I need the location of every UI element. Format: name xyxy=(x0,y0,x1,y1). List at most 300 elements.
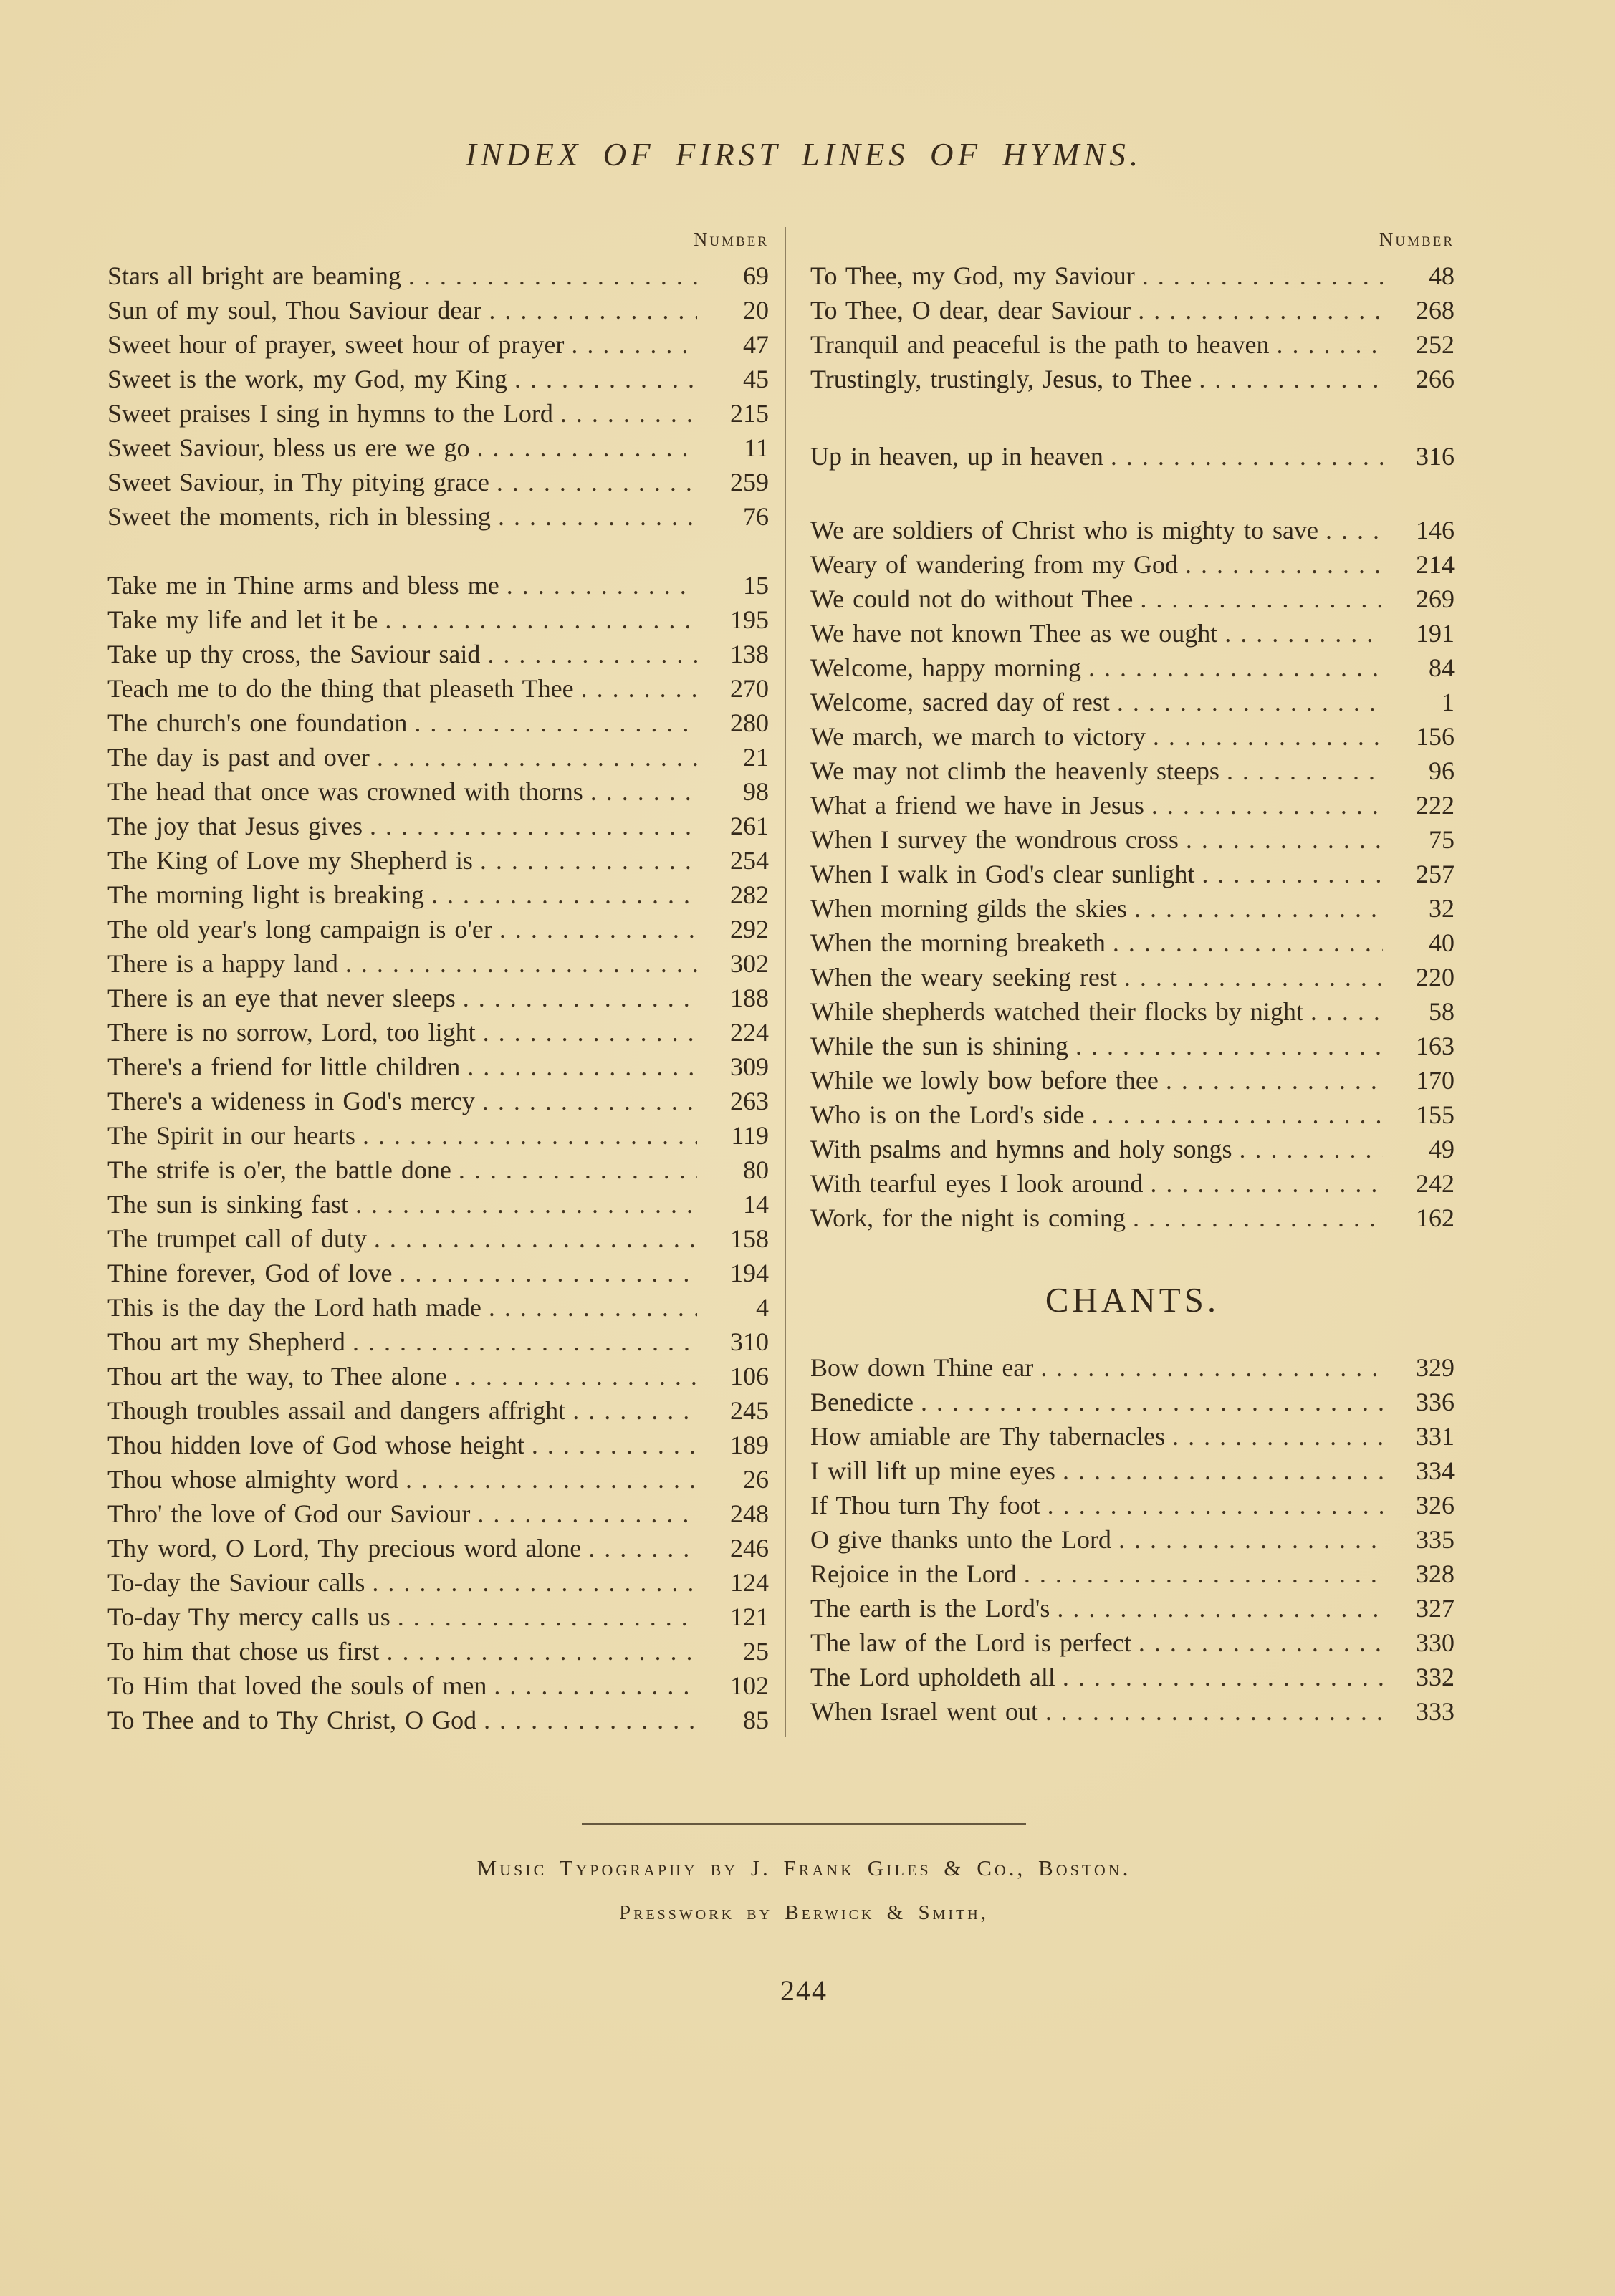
index-entry xyxy=(107,1565,769,1600)
chant-entry xyxy=(810,1591,1455,1625)
hymn-first-line: Thou hidden love of God whose height xyxy=(107,1431,524,1459)
index-entry xyxy=(107,637,769,671)
hymn-first-line: Sweet praises I sing in hymns to the Lord xyxy=(107,399,553,428)
dot-leader xyxy=(571,327,697,362)
dot-leader xyxy=(459,1153,697,1187)
index-entry xyxy=(107,1393,769,1428)
index-entry xyxy=(107,843,769,878)
index-entry xyxy=(107,259,769,293)
hymn-first-line: Thy word, O Lord, Thy precious word alone xyxy=(107,1534,582,1562)
chants-list xyxy=(810,1350,1455,1729)
dot-leader xyxy=(363,1118,697,1153)
hymn-first-line: While the sun is shining xyxy=(810,1032,1068,1060)
hymn-number: 15 xyxy=(743,571,769,600)
index-list-up xyxy=(810,439,1455,474)
index-entry xyxy=(107,1153,769,1187)
hymn-number: 242 xyxy=(1416,1169,1455,1198)
hymn-number: 1 xyxy=(1442,688,1455,716)
dot-leader xyxy=(431,878,697,912)
hymn-first-line: Welcome, sacred day of rest xyxy=(810,688,1110,716)
hymn-number: 170 xyxy=(1416,1066,1455,1095)
dot-leader xyxy=(499,912,697,946)
chant-first-line: The Lord upholdeth all xyxy=(810,1663,1055,1691)
hymn-first-line: What a friend we have in Jesus xyxy=(810,791,1144,820)
index-entry xyxy=(107,1290,769,1325)
hymn-number: 259 xyxy=(730,468,769,496)
index-list-t xyxy=(107,568,769,1737)
chant-first-line: When Israel went out xyxy=(810,1697,1038,1726)
hymn-first-line: The sun is sinking fast xyxy=(107,1190,348,1219)
hymn-number: 49 xyxy=(1429,1135,1455,1163)
index-entry xyxy=(107,1221,769,1256)
hymn-first-line: Who is on the Lord's side xyxy=(810,1100,1085,1129)
chant-entry xyxy=(810,1660,1455,1694)
dot-leader xyxy=(1134,891,1383,926)
chant-number: 332 xyxy=(1416,1663,1455,1691)
hymn-first-line: To Thee and to Thy Christ, O God xyxy=(107,1706,477,1734)
hymn-first-line: To-day Thy mercy calls us xyxy=(107,1603,390,1631)
hymn-first-line: Up in heaven, up in heaven xyxy=(810,442,1103,471)
dot-leader xyxy=(355,1187,697,1221)
hymn-first-line: When I walk in God's clear sunlight xyxy=(810,860,1195,888)
hymn-number: 162 xyxy=(1416,1204,1455,1232)
index-entry xyxy=(107,1600,769,1634)
hymn-first-line: Tranquil and peaceful is the path to heaven xyxy=(810,330,1270,359)
hymn-first-line: Take up thy cross, the Saviour said xyxy=(107,640,481,668)
dot-leader xyxy=(1240,1132,1383,1166)
index-entry xyxy=(107,1462,769,1497)
hymn-number: 138 xyxy=(730,640,769,668)
hymn-first-line: The strife is o'er, the battle done xyxy=(107,1156,451,1184)
index-entry xyxy=(107,774,769,809)
hymn-number: 270 xyxy=(730,674,769,703)
hymn-first-line: We are soldiers of Christ who is mighty to save xyxy=(810,516,1318,544)
dot-leader xyxy=(588,1531,697,1565)
group-gap xyxy=(810,396,1455,439)
dot-leader xyxy=(467,1049,697,1084)
index-entry xyxy=(810,926,1455,960)
chant-first-line: The earth is the Lord's xyxy=(810,1594,1050,1623)
dot-leader xyxy=(386,1634,697,1668)
index-entry xyxy=(810,439,1455,474)
index-entry xyxy=(107,1668,769,1703)
index-entry xyxy=(107,706,769,740)
chant-first-line: O give thanks unto the Lord xyxy=(810,1525,1111,1554)
dot-leader xyxy=(560,396,697,431)
hymn-first-line: Sweet Saviour, bless us ere we go xyxy=(107,433,470,462)
dot-leader xyxy=(1225,616,1383,650)
hymn-first-line: Sweet Saviour, in Thy pitying grace xyxy=(107,468,489,496)
index-entry xyxy=(107,912,769,946)
hymn-first-line: Stars all bright are beaming xyxy=(107,261,401,290)
dot-leader xyxy=(1150,1166,1383,1201)
hymn-first-line: This is the day the Lord hath made xyxy=(107,1293,481,1322)
hymn-first-line: The trumpet call of duty xyxy=(107,1224,367,1253)
chant-entry xyxy=(810,1350,1455,1385)
index-entry xyxy=(810,788,1455,822)
hymn-first-line: Work, for the night is coming xyxy=(810,1204,1126,1232)
index-entry xyxy=(107,431,769,465)
index-entry xyxy=(810,259,1455,293)
dot-leader xyxy=(484,1703,697,1737)
index-list-s xyxy=(107,259,769,534)
presswork-credit: Presswork by Berwick & Smith, xyxy=(619,1901,989,1924)
hymn-number: 222 xyxy=(1416,791,1455,820)
hymn-first-line: The head that once was crowned with thorns xyxy=(107,777,583,806)
dot-leader xyxy=(476,431,697,465)
hymn-first-line: We could not do without Thee xyxy=(810,585,1134,613)
dot-leader xyxy=(414,706,697,740)
dot-leader xyxy=(507,568,697,602)
index-entry xyxy=(107,396,769,431)
index-entry xyxy=(107,809,769,843)
hymn-number: 84 xyxy=(1429,653,1455,682)
hymn-number: 195 xyxy=(730,605,769,634)
hymn-number: 292 xyxy=(730,915,769,943)
index-entry xyxy=(810,1063,1455,1097)
dot-leader xyxy=(1153,719,1383,754)
index-entry xyxy=(810,293,1455,327)
dot-leader xyxy=(398,1600,697,1634)
hymn-number: 32 xyxy=(1429,894,1455,923)
dot-leader xyxy=(1118,1522,1383,1557)
index-list-to xyxy=(810,259,1455,396)
hymn-number: 85 xyxy=(743,1706,769,1734)
number-column-header-right: Number xyxy=(1379,229,1455,250)
hymn-first-line: To-day the Saviour calls xyxy=(107,1568,365,1597)
index-entry xyxy=(810,513,1455,547)
hymn-first-line: The King of Love my Shepherd is xyxy=(107,846,473,875)
index-entry xyxy=(107,1531,769,1565)
dot-leader xyxy=(572,1393,697,1428)
index-entry xyxy=(810,891,1455,926)
chant-number: 328 xyxy=(1416,1560,1455,1588)
hymn-first-line: Sweet the moments, rich in blessing xyxy=(107,502,491,531)
dot-leader xyxy=(377,740,697,774)
hymn-first-line: Thro' the love of God our Saviour xyxy=(107,1499,471,1528)
dot-leader xyxy=(498,499,697,534)
chant-entry xyxy=(810,1385,1455,1419)
index-entry xyxy=(810,754,1455,788)
dot-leader xyxy=(1142,259,1383,293)
hymn-first-line: There is an eye that never sleeps xyxy=(107,984,456,1012)
dot-leader xyxy=(1140,582,1383,616)
index-entry xyxy=(107,1703,769,1737)
hymn-number: 26 xyxy=(743,1465,769,1494)
page-title: INDEX OF FIRST LINES OF HYMNS. xyxy=(465,137,1143,173)
hymn-number: 69 xyxy=(743,261,769,290)
hymn-first-line: Though troubles assail and dangers affright xyxy=(107,1396,566,1425)
dot-leader xyxy=(345,946,697,981)
hymn-number: 252 xyxy=(1416,330,1455,359)
hymn-number: 310 xyxy=(730,1327,769,1356)
hymn-number: 21 xyxy=(743,743,769,772)
dot-leader xyxy=(1138,293,1383,327)
hymn-number: 20 xyxy=(743,296,769,325)
dot-leader xyxy=(1024,1557,1383,1591)
hymn-first-line: Weary of wandering from my God xyxy=(810,550,1178,579)
hymn-first-line: Take my life and let it be xyxy=(107,605,378,634)
hymn-first-line: While we lowly bow before thee xyxy=(810,1066,1159,1095)
hymn-number: 25 xyxy=(743,1637,769,1666)
hymn-number: 309 xyxy=(730,1052,769,1081)
hymn-number: 121 xyxy=(730,1603,769,1631)
hymn-number: 58 xyxy=(1429,997,1455,1026)
dot-leader xyxy=(1040,1350,1383,1385)
chants-heading: CHANTS. xyxy=(1045,1280,1220,1320)
index-entry xyxy=(107,327,769,362)
hymn-first-line: Sweet hour of prayer, sweet hour of prayer xyxy=(107,330,565,359)
chant-entry xyxy=(810,1522,1455,1557)
page-number: 244 xyxy=(780,1974,828,2007)
hymn-first-line: When I survey the wondrous cross xyxy=(810,825,1179,854)
dot-leader xyxy=(1091,1097,1383,1132)
dot-leader xyxy=(482,1084,697,1118)
chant-first-line: If Thou turn Thy foot xyxy=(810,1491,1040,1519)
hymn-first-line: The morning light is breaking xyxy=(107,880,424,909)
chant-first-line: How amiable are Thy tabernacles xyxy=(810,1422,1166,1451)
hymn-number: 98 xyxy=(743,777,769,806)
dot-leader xyxy=(489,293,697,327)
left-column xyxy=(107,227,777,1737)
dot-leader xyxy=(497,465,697,499)
chant-entry xyxy=(810,1694,1455,1729)
index-entry xyxy=(810,1201,1455,1235)
dot-leader xyxy=(480,843,697,878)
dot-leader xyxy=(1199,362,1383,396)
hymn-first-line: Welcome, happy morning xyxy=(810,653,1082,682)
dot-leader xyxy=(374,1221,697,1256)
dot-leader xyxy=(1166,1063,1383,1097)
hymn-number: 220 xyxy=(1416,963,1455,991)
typography-credit: Music Typography by J. Frank Giles & Co., Boston. xyxy=(476,1855,1131,1880)
index-entry xyxy=(107,465,769,499)
dot-leader xyxy=(1133,1201,1383,1235)
hymn-number: 156 xyxy=(1416,722,1455,751)
index-entry xyxy=(107,1497,769,1531)
hymn-number: 102 xyxy=(730,1671,769,1700)
hymn-first-line: We may not climb the heavenly steeps xyxy=(810,756,1219,785)
dot-leader xyxy=(1111,439,1383,474)
hymn-first-line: To Thee, O dear, dear Saviour xyxy=(810,296,1131,325)
dot-leader xyxy=(494,1668,697,1703)
hymn-first-line: While shepherds watched their flocks by night xyxy=(810,997,1303,1026)
dot-leader xyxy=(1172,1419,1383,1454)
index-entry xyxy=(107,1015,769,1049)
hymn-number: 158 xyxy=(730,1224,769,1253)
index-entry xyxy=(107,568,769,602)
hymn-number: 188 xyxy=(730,984,769,1012)
hymn-first-line: There's a wideness in God's mercy xyxy=(107,1087,475,1115)
chant-number: 335 xyxy=(1416,1525,1455,1554)
index-entry xyxy=(107,1256,769,1290)
hymn-first-line: The day is past and over xyxy=(107,743,370,772)
index-entry xyxy=(810,1029,1455,1063)
dot-leader xyxy=(406,1462,697,1497)
index-entry xyxy=(107,1325,769,1359)
chant-number: 330 xyxy=(1416,1628,1455,1657)
hymn-number: 263 xyxy=(730,1087,769,1115)
index-entry xyxy=(107,499,769,534)
hymn-number: 302 xyxy=(730,949,769,978)
index-entry xyxy=(810,547,1455,582)
chant-number: 336 xyxy=(1416,1388,1455,1416)
index-entry xyxy=(810,616,1455,650)
index-entry xyxy=(107,740,769,774)
index-entry xyxy=(810,685,1455,719)
dot-leader xyxy=(489,1290,697,1325)
hymn-number: 45 xyxy=(743,365,769,393)
hymn-number: 248 xyxy=(730,1499,769,1528)
hymn-number: 224 xyxy=(730,1018,769,1047)
dot-leader xyxy=(372,1565,697,1600)
chant-first-line: Benedicte xyxy=(810,1388,914,1416)
hymn-number: 48 xyxy=(1429,261,1455,290)
dot-leader xyxy=(1063,1660,1383,1694)
index-entry xyxy=(810,327,1455,362)
dot-leader xyxy=(581,671,697,706)
dot-leader xyxy=(399,1256,697,1290)
index-entry xyxy=(810,362,1455,396)
hymn-first-line: There is no sorrow, Lord, too light xyxy=(107,1018,476,1047)
index-entry xyxy=(107,1118,769,1153)
hymn-number: 155 xyxy=(1416,1100,1455,1129)
hymn-number: 189 xyxy=(730,1431,769,1459)
hymn-number: 261 xyxy=(730,812,769,840)
hymn-number: 75 xyxy=(1429,825,1455,854)
hymn-number: 214 xyxy=(1416,550,1455,579)
index-entry xyxy=(107,1084,769,1118)
chant-entry xyxy=(810,1625,1455,1660)
dot-leader xyxy=(514,362,697,396)
hymn-first-line: We march, we march to victory xyxy=(810,722,1146,751)
hymn-first-line: The old year's long campaign is o'er xyxy=(107,915,492,943)
hymn-number: 76 xyxy=(743,502,769,531)
hymn-first-line: When the morning breaketh xyxy=(810,928,1106,957)
hymn-first-line: When the weary seeking rest xyxy=(810,963,1117,991)
chant-entry xyxy=(810,1488,1455,1522)
hymn-first-line: To him that chose us first xyxy=(107,1637,380,1666)
index-entry xyxy=(107,1049,769,1084)
hymn-number: 80 xyxy=(743,1156,769,1184)
hymn-first-line: Thine forever, God of love xyxy=(107,1259,393,1287)
dot-leader xyxy=(921,1385,1383,1419)
chant-number: 333 xyxy=(1416,1697,1455,1726)
hymn-first-line: To Thee, my God, my Saviour xyxy=(810,261,1135,290)
hymn-first-line: With psalms and hymns and holy songs xyxy=(810,1135,1232,1163)
chant-number: 329 xyxy=(1416,1353,1455,1382)
hymn-number: 4 xyxy=(756,1293,769,1322)
dot-leader xyxy=(1113,926,1383,960)
hymn-number: 268 xyxy=(1416,296,1455,325)
hymn-number: 163 xyxy=(1416,1032,1455,1060)
hymn-number: 269 xyxy=(1416,585,1455,613)
right-column xyxy=(785,227,1455,1737)
hymn-number: 316 xyxy=(1416,442,1455,471)
hymn-number: 119 xyxy=(731,1121,769,1150)
index-entry xyxy=(107,362,769,396)
group-gap xyxy=(810,474,1455,513)
hymn-number: 245 xyxy=(730,1396,769,1425)
index-columns xyxy=(107,227,1500,1737)
dot-leader xyxy=(1310,994,1383,1029)
chant-entry xyxy=(810,1454,1455,1488)
chant-first-line: Bow down Thine ear xyxy=(810,1353,1034,1382)
dot-leader xyxy=(483,1015,697,1049)
index-entry xyxy=(107,1187,769,1221)
dot-leader xyxy=(1151,788,1383,822)
hymn-number: 14 xyxy=(743,1190,769,1219)
hymn-number: 246 xyxy=(730,1534,769,1562)
dot-leader xyxy=(487,637,697,671)
index-entry xyxy=(107,946,769,981)
index-entry xyxy=(810,822,1455,857)
dot-leader xyxy=(1186,822,1383,857)
hymn-number: 47 xyxy=(743,330,769,359)
index-entry xyxy=(107,671,769,706)
hymn-first-line: To Him that loved the souls of men xyxy=(107,1671,487,1700)
hymn-number: 215 xyxy=(730,399,769,428)
hymn-first-line: There's a friend for little children xyxy=(107,1052,461,1081)
hymn-number: 146 xyxy=(1416,516,1455,544)
dot-leader xyxy=(1277,327,1384,362)
index-entry xyxy=(810,1166,1455,1201)
dot-leader xyxy=(1075,1029,1383,1063)
dot-leader xyxy=(463,981,697,1015)
hymn-first-line: Sun of my soul, Thou Saviour dear xyxy=(107,296,482,325)
dot-leader xyxy=(1139,1625,1383,1660)
hymn-first-line: Thou art my Shepherd xyxy=(107,1327,345,1356)
dot-leader xyxy=(1045,1694,1383,1729)
dot-leader xyxy=(370,809,697,843)
index-entry xyxy=(107,1634,769,1668)
index-entry xyxy=(810,994,1455,1029)
chant-entry xyxy=(810,1419,1455,1454)
dot-leader xyxy=(385,602,697,637)
hymn-first-line: We have not known Thee as we ought xyxy=(810,619,1218,648)
hymn-first-line: Trustingly, trustingly, Jesus, to Thee xyxy=(810,365,1192,393)
dot-leader xyxy=(1185,547,1383,582)
index-entry xyxy=(810,960,1455,994)
group-gap xyxy=(107,534,769,568)
dot-leader xyxy=(1088,650,1383,685)
hymn-number: 96 xyxy=(1429,756,1455,785)
chant-entry xyxy=(810,1557,1455,1591)
dot-leader xyxy=(353,1325,697,1359)
dot-leader xyxy=(1117,685,1383,719)
dot-leader xyxy=(1326,513,1383,547)
index-entry xyxy=(810,719,1455,754)
dot-leader xyxy=(408,259,697,293)
dot-leader xyxy=(1048,1488,1383,1522)
number-column-header-left: Number xyxy=(693,229,769,250)
index-entry xyxy=(107,293,769,327)
hymn-number: 11 xyxy=(744,433,769,462)
hymn-first-line: Teach me to do the thing that pleaseth Thee xyxy=(107,674,574,703)
index-entry xyxy=(107,878,769,912)
chant-first-line: I will lift up mine eyes xyxy=(810,1456,1055,1485)
hymn-first-line: Sweet is the work, my God, my King xyxy=(107,365,507,393)
chant-number: 326 xyxy=(1416,1491,1455,1519)
hymn-number: 280 xyxy=(730,709,769,737)
index-list-w xyxy=(810,513,1455,1235)
index-entry xyxy=(810,1132,1455,1166)
hymn-first-line: When morning gilds the skies xyxy=(810,894,1127,923)
chant-number: 334 xyxy=(1416,1456,1455,1485)
index-entry xyxy=(107,1359,769,1393)
chant-number: 331 xyxy=(1416,1422,1455,1451)
hymn-first-line: The church's one foundation xyxy=(107,709,408,737)
